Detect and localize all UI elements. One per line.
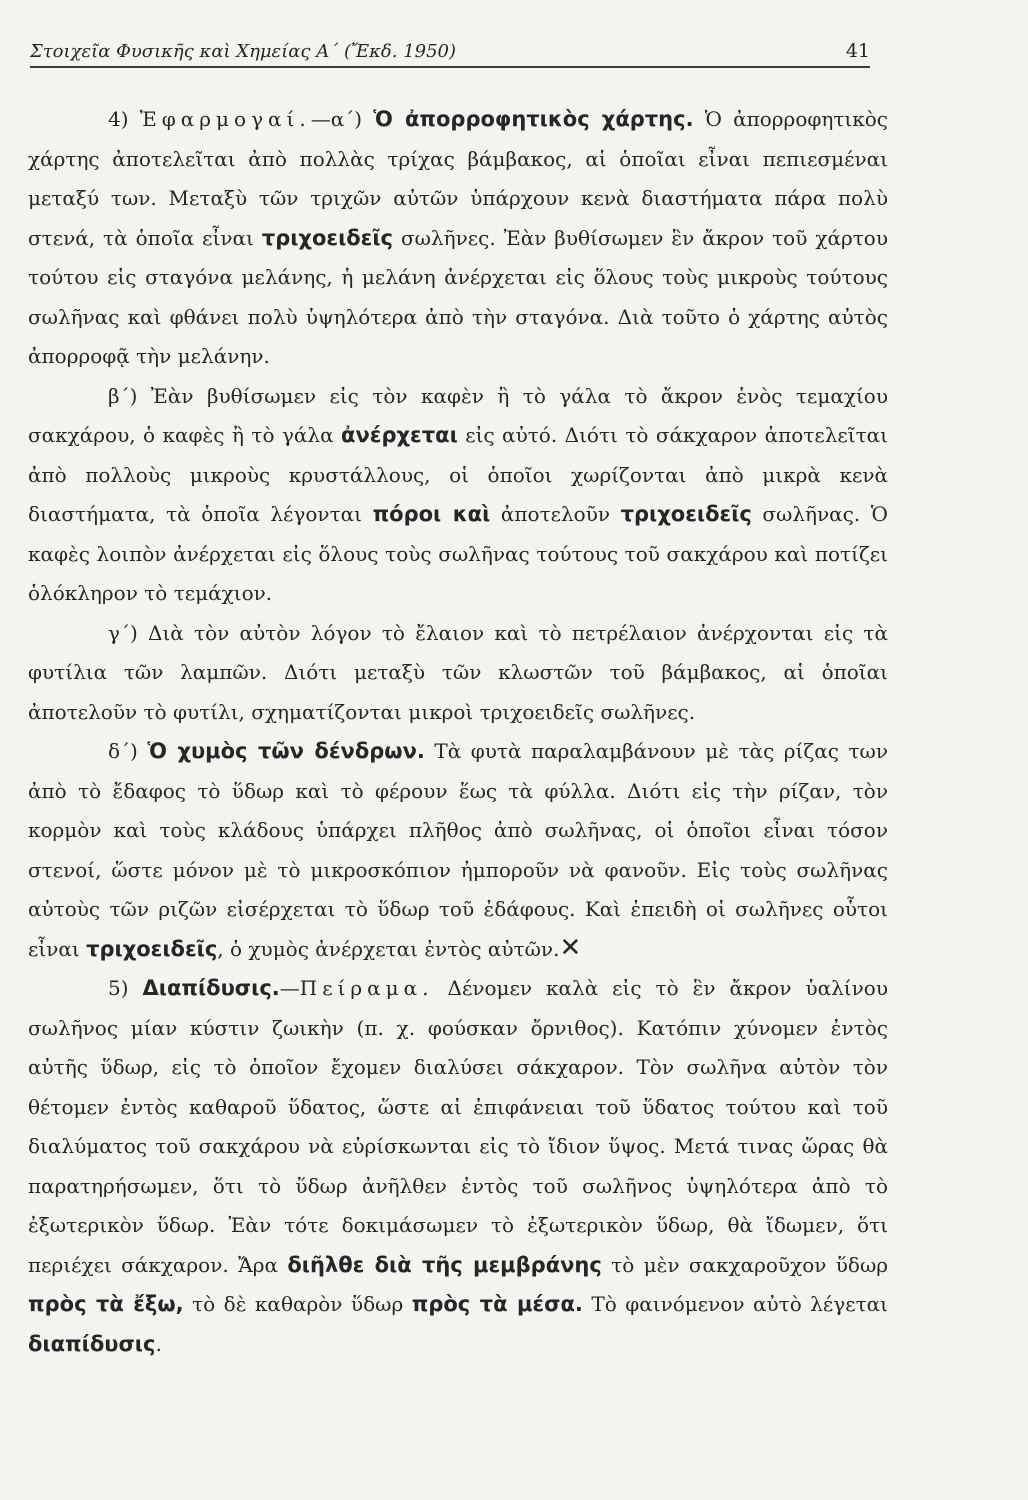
paragraph-d	[28, 732, 888, 969]
text: ἀποτελοῦν	[490, 502, 621, 526]
running-header	[30, 30, 870, 68]
text: Δένομεν καλὰ εἰς τὸ ἓν ἄκρον ὑαλίνου σωλῆνος μίαν κύστιν ζωικὴν (π. χ. φούσκαν ὄρνιθος). Κατόπιν χύνομεν ἐντὸς αὐτῆς ὕδωρ, εἰς τὸ ὁποῖον ἔχομεν διαλύσει σάκχαρον. Τὸν σωλῆνα αὐτὸν τὸν θέτομεν ἐντὸς καθαροῦ ὕδατος, ὥστε αἱ ἐπιφάνειαι τοῦ ὕδατος τούτου καὶ τοῦ διαλύματος τοῦ σακχάρου νὰ εὑρίσκωνται εἰς τὸ ἴδιον ὕψος. Μετά τινας ὥρας θὰ παρατηρήσωμεν, ὅτι τὸ ὕδωρ ἀνῆλθεν ἐντὸς τοῦ σωλῆνος ὑψηλότερα ἀπὸ τὸ ἐξωτερικὸν ὕδωρ. Ἐὰν τότε δοκιμάσωμεν τὸ ἐξωτερικὸν ὕδωρ, θὰ ἴδωμεν, ὅτι περιέχει σάκχαρον. Ἄρα	[28, 976, 888, 1277]
term: τριχοειδεῖς	[620, 502, 752, 526]
section-heading: Ἐφαρμογαί.	[139, 107, 311, 131]
term: τριχοειδεῖς	[86, 936, 218, 961]
text: , ὁ χυμὸς ἀνέρχεται ἐντὸς αὐτῶν.	[217, 936, 560, 961]
text: σωλῆνες. Ἐὰν βυθίσωμεν ἓν ἄκρον τοῦ χάρτου τούτου εἰς σταγόνα μελάνης, ἡ μελάνη ἀνέρχεται εἰς ὅλους τοὺς μικροὺς τούτους σωλῆνας καὶ φθάνει πολὺ ὑψηλότερα ἀπὸ τὴν σταγόνα. Διὰ τοῦτο ὁ χάρτης αὐτὸς ἀπορροφᾷ τὴν μελάνην.	[28, 225, 888, 368]
section-heading: Διαπίδυσις.	[142, 976, 280, 1000]
subheading: Ὁ ἀπορροφητικὸς χάρτης.	[373, 107, 694, 131]
dash: —	[279, 976, 300, 1000]
term: τριχοειδεῖς	[261, 225, 394, 250]
item-label: δ΄)	[108, 739, 148, 763]
text: γ΄) Διὰ τὸν αὐτὸν λόγον τὸ ἔλαιον καὶ τὸ πετρέλαιον ἀνέρχονται εἰς τὰ φυτίλια τῶν λαμπῶν. Διότι μεταξὺ τῶν κλωστῶν τοῦ βάμβακος, αἱ ὁποῖαι ἀποτελοῦν τὸ φυτίλι, σχηματίζονται μικροὶ τριχοειδεῖς σωλῆνες.	[28, 620, 888, 724]
section-number: 4)	[108, 107, 140, 131]
term: πόροι καὶ	[372, 502, 491, 526]
term: πρὸς τὰ μέσα.	[411, 1292, 583, 1316]
dash: —α΄)	[310, 107, 374, 131]
text: τὸ δὲ καθαρὸν ὕδωρ	[183, 1292, 412, 1316]
paragraph-4	[28, 100, 888, 377]
paragraph-b	[28, 377, 888, 614]
text: σωλῆνας. Ὁ καφὲς λοιπὸν ἀνέρχεται εἰς ὅλους τοὺς σωλῆνας τούτους τοῦ σακχάρου καὶ ποτίζει ὁλόκληρον τὸ τεμάχιον.	[28, 502, 888, 605]
page-body	[28, 100, 888, 1364]
subheading: Ὁ χυμὸς τῶν δένδρων.	[147, 739, 425, 763]
text: Τὰ φυτὰ παραλαμβάνουν μὲ τὰς ρίζας των ἀπὸ τὸ ἔδαφος τὸ ὕδωρ καὶ τὸ φέρουν ἕως τὰ φύλλα. Διότι εἰς τὴν ρίζαν, τὸν κορμὸν καὶ τοὺς κλάδους ὑπάρχει πλῆθος ἀπὸ σωλῆνας, οἱ ὁποῖοι εἶναι τόσον στενοί, ὥστε μόνον μὲ τὸ μικροσκόπιον ἠμποροῦν νὰ φανοῦν. Εἰς τοὺς σωλῆνας αὐτοὺς τῶν ριζῶν εἰσέρχεται τὸ ὕδωρ τοῦ ἐδάφους. Καὶ ἐπειδὴ οἱ σωλῆνες οὗτοι εἶναι	[28, 739, 888, 961]
text: .	[155, 1331, 162, 1356]
experiment-label: Πείραμα.	[299, 976, 434, 1000]
term: διῆλθε διὰ τῆς μεμβράνης	[287, 1252, 602, 1277]
paragraph-5	[28, 969, 888, 1364]
text: Τὸ φαινόμενον αὐτὸ λέγεται	[582, 1292, 889, 1316]
term: διαπίδυσις	[28, 1331, 156, 1356]
text: εἰς αὐτό. Διότι τὸ σάκχαρον ἀποτελεῖται ἀπὸ πολλοὺς μικροὺς κρυστάλλους, οἱ ὁποῖοι χωρίζονται ἀπὸ μικρὰ κενὰ διαστήματα, τὰ ὁποῖα λέγονται	[28, 423, 888, 526]
text: Ὁ ἀπορροφητικὸς χάρτης ἀποτελεῖται ἀπὸ πολλὰς τρίχας βάμβακος, αἱ ὁποῖαι εἶναι πεπιεσμέναι μεταξύ των. Μεταξὺ τῶν τριχῶν αὐτῶν ὑπάρχουν κενὰ διαστήματα πάρα πολὺ στενά, τὰ ὁποῖα εἶναι	[28, 107, 888, 250]
paragraph-c	[28, 614, 888, 733]
section-number: 5)	[108, 976, 143, 1000]
text: β΄) Ἐὰν βυθίσωμεν εἰς τὸν καφὲν ἢ τὸ γάλα τὸ ἄκρον ἑνὸς τεμαχίου σακχάρου, ὁ καφὲς ἢ τὸ γάλα	[28, 383, 888, 447]
page-number: 41	[845, 40, 870, 62]
term: ἀνέρχεται	[341, 423, 458, 447]
handwritten-x-mark: ✕	[559, 932, 582, 963]
text: τὸ μὲν σακχαροῦχον ὕδωρ	[601, 1252, 889, 1277]
header-title: Στοιχεῖα Φυσικῆς καὶ Χημείας Α΄ (Ἔκδ. 1950)	[30, 41, 457, 62]
term: πρὸς τὰ ἔξω,	[28, 1292, 184, 1316]
